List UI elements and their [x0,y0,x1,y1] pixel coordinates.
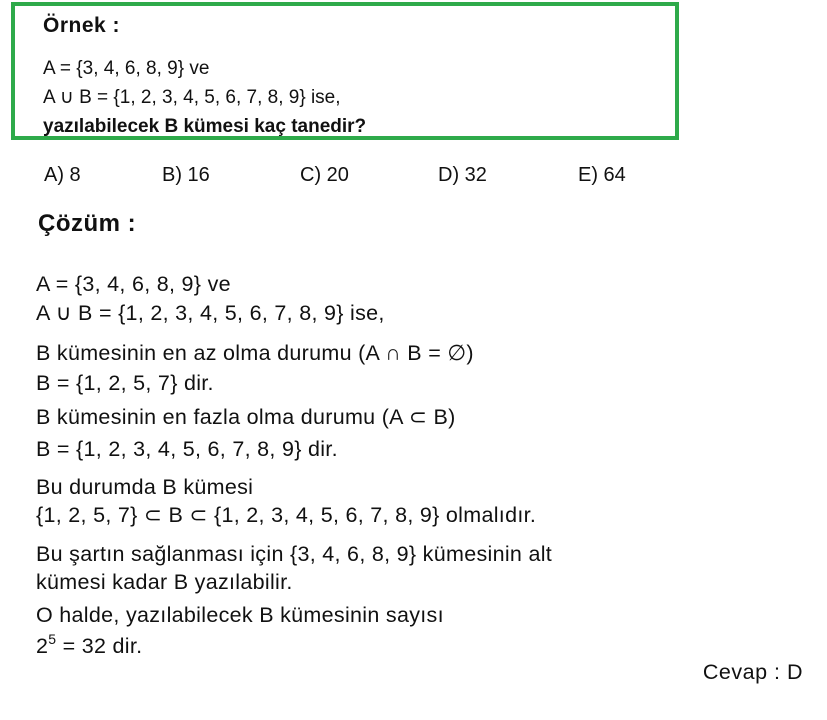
answer-label: Cevap : D [702,660,803,684]
solution-line-8: {1, 2, 5, 7} ⊂ B ⊂ {1, 2, 3, 4, 5, 6, 7, 8, 9} olmalıdır. [36,503,537,527]
option-c: C) 20 [300,164,349,186]
solution-title: Çözüm : [38,210,137,237]
option-e: E) 64 [578,164,626,186]
solution-line-11: O halde, yazılabilecek B kümesinin sayısı [36,603,444,627]
power-result: = 32 dir. [56,634,143,658]
solution-line-3: B kümesinin en az olma durumu (A ∩ B = ∅) [36,341,474,365]
option-b: B) 16 [162,164,210,186]
example-question: yazılabilecek B kümesi kaç tanedir? [43,116,367,137]
solution-line-6: B = {1, 2, 3, 4, 5, 6, 7, 8, 9} dir. [36,437,338,461]
solution-line-7: Bu durumda B kümesi [36,475,254,499]
solution-line-9: Bu şartın sağlanması için {3, 4, 6, 8, 9} kümesinin alt [36,542,553,566]
power-exponent: 5 [48,631,57,647]
solution-line-4: B = {1, 2, 5, 7} dir. [36,371,214,395]
example-line-2: A ∪ B = {1, 2, 3, 4, 5, 6, 7, 8, 9} ise, [43,87,341,108]
example-box [11,2,679,140]
example-line-1: A = {3, 4, 6, 8, 9} ve [43,58,210,79]
solution-line-2: A ∪ B = {1, 2, 3, 4, 5, 6, 7, 8, 9} ise, [36,301,385,325]
example-title: Örnek : [43,14,121,37]
option-d: D) 32 [438,164,487,186]
solution-line-10: kümesi kadar B yazılabilir. [36,570,293,594]
power-base: 2 [36,634,49,658]
solution-line-5: B kümesinin en fazla olma durumu (A ⊂ B) [36,405,456,429]
option-a: A) 8 [44,164,81,186]
solution-power-line [36,631,143,659]
solution-line-1: A = {3, 4, 6, 8, 9} ve [36,272,231,296]
